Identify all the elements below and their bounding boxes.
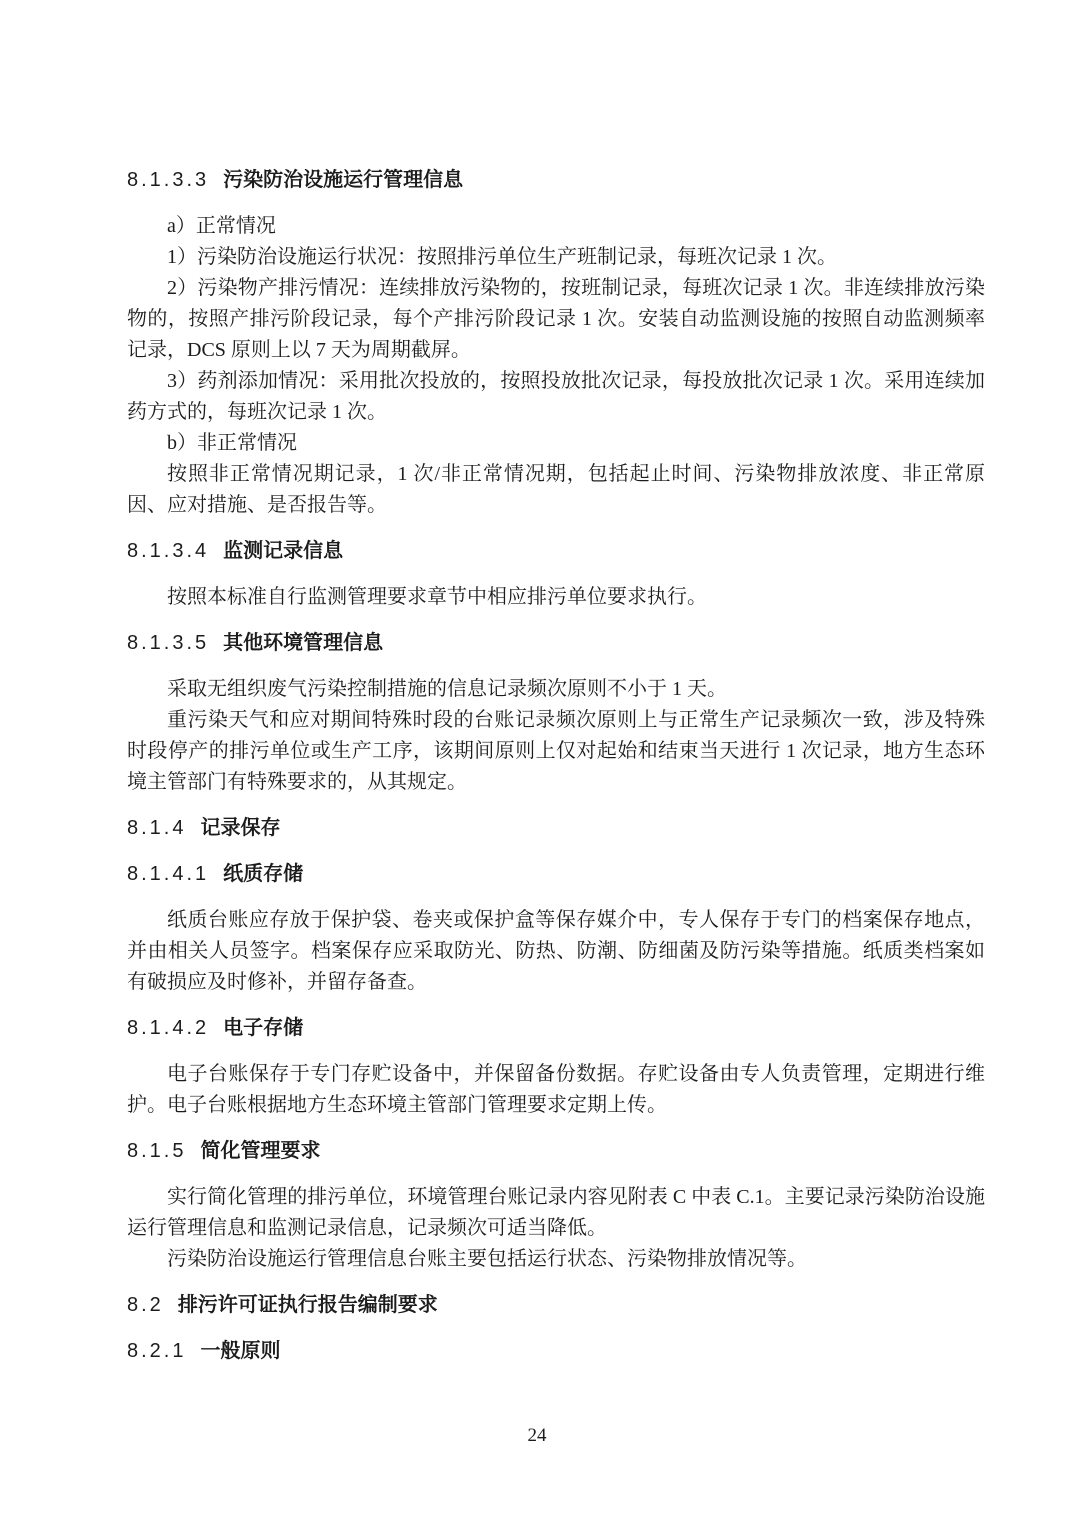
heading-8-2-1: [127, 1336, 985, 1367]
clause-title: 电子存储: [223, 1017, 304, 1039]
page-number: 24: [527, 1425, 547, 1446]
heading-8-2: [127, 1290, 985, 1321]
heading-8-1-3-4: [127, 536, 985, 567]
heading-8-1-3-3: [127, 165, 985, 196]
clause-title: 污染防治设施运行管理信息: [223, 169, 464, 191]
para-abnormal-case-detail: 按照非正常情况期记录，1 次/非正常情况期，包括起止时间、污染物排放浓度、非正常原因、应对措施、是否报告等。: [127, 463, 985, 516]
para-item-2-pollutant-discharge: 2）污染物产排污情况：连续排放污染物的，按班制记录，每班次记录 1 次。非连续排放污染物的，按照产排污阶段记录，每个产排污阶段记录 1 次。安装自动监测设施的按照自动监测频率记录，DCS 原则上以 7 天为周期截屏。: [127, 277, 985, 361]
clause-title: 简化管理要求: [200, 1140, 321, 1162]
clause-title: 监测记录信息: [223, 540, 344, 562]
para-paper-storage: 纸质台账应存放于保护袋、卷夹或保护盒等保存媒介中，专人保存于专门的档案保存地点，并由相关人员签字。档案保存应采取防光、防热、防潮、防细菌及防污染等措施。纸质类档案如有破损应及时修补，并留存备查。: [127, 909, 985, 993]
heading-8-1-4-1: [127, 859, 985, 890]
para-fugitive-emission-frequency: 采取无组织废气污染控制措施的信息记录频次原则不小于 1 天。: [167, 678, 727, 700]
heading-8-1-4-2: [127, 1013, 985, 1044]
heading-8-1-4: [127, 813, 985, 844]
para-simplified-management: 实行简化管理的排污单位，环境管理台账记录内容见附表 C 中表 C.1。主要记录污染防治设施运行管理信息和监测记录信息，记录频次可适当降低。: [127, 1186, 985, 1239]
clause-number: 8.1.3.3: [127, 169, 210, 191]
clause-number: 8.1.3.4: [127, 540, 210, 562]
para-electronic-storage: 电子台账保存于专门存贮设备中，并保留备份数据。存贮设备由专人负责管理，定期进行维护。电子台账根据地方生态环境主管部门管理要求定期上传。: [127, 1063, 985, 1116]
heading-8-1-5: [127, 1136, 985, 1167]
clause-number: 8.1.5: [127, 1140, 187, 1162]
clause-title: 其他环境管理信息: [223, 632, 384, 654]
para-normal-case-label: a）正常情况: [167, 215, 276, 237]
clause-title: 一般原则: [200, 1340, 281, 1362]
clause-number: 8.2.1: [127, 1340, 187, 1362]
clause-title: 排污许可证执行报告编制要求: [177, 1294, 438, 1316]
clause-title: 记录保存: [200, 817, 281, 839]
document-body: [127, 165, 985, 1382]
para-monitoring-record: 按照本标准自行监测管理要求章节中相应排污单位要求执行。: [167, 586, 707, 608]
clause-number: 8.1.3.5: [127, 632, 210, 654]
para-abnormal-case-label: b）非正常情况: [167, 432, 297, 454]
clause-number: 8.1.4: [127, 817, 187, 839]
clause-number: 8.1.4.1: [127, 863, 210, 885]
clause-number: 8.2: [127, 1294, 164, 1316]
clause-title: 纸质存储: [223, 863, 304, 885]
heading-8-1-3-5: [127, 628, 985, 659]
clause-number: 8.1.4.2: [127, 1017, 210, 1039]
para-facility-ledger-scope: 污染防治设施运行管理信息台账主要包括运行状态、污染物排放情况等。: [167, 1248, 807, 1270]
para-special-period-records: 重污染天气和应对期间特殊时段的台账记录频次原则上与正常生产记录频次一致，涉及特殊时段停产的排污单位或生产工序，该期间原则上仅对起始和结束当天进行 1 次记录，地方生态环境主管部门有特殊要求的，从其规定。: [127, 709, 985, 793]
para-item-1-facility-status: 1）污染防治设施运行状况：按照排污单位生产班制记录，每班次记录 1 次。: [167, 246, 837, 268]
para-item-3-chemical-dosing: 3）药剂添加情况：采用批次投放的，按照投放批次记录，每投放批次记录 1 次。采用连续加药方式的，每班次记录 1 次。: [127, 370, 985, 423]
